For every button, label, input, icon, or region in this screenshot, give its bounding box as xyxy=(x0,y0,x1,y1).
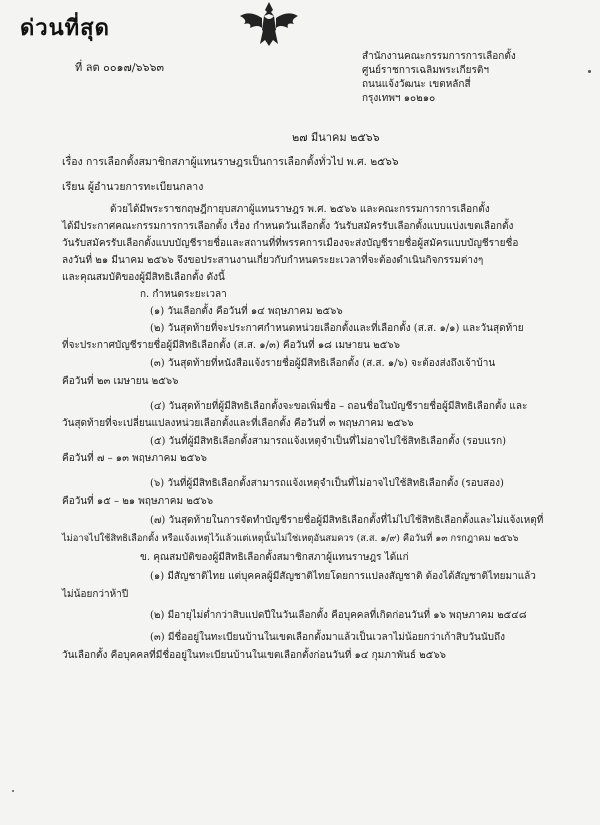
body-line: (๖) วันที่ผู้มีสิทธิเลือกตั้งสามารถแจ้งเหตุจำเป็นที่ไม่อาจไปใช้สิทธิเลือกตั้ง (รอบสอง) xyxy=(150,478,504,489)
body-line: (๓) วันสุดท้ายที่หนังสือแจ้งรายชื่อผู้มีสิทธิเลือกตั้ง (ส.ส. ๑/๖) จะต้องส่งถึงเจ้าบ้าน xyxy=(150,358,496,369)
body-line: (๓) มีชื่ออยู่ในทะเบียนบ้านในเขตเลือกตั้งมาแล้วเป็นเวลาไม่น้อยกว่าเก้าสิบวันนับถึง xyxy=(150,632,505,643)
body-line: คือวันที่ ๑๕ – ๒๑ พฤษภาคม ๒๕๖๖ xyxy=(62,496,214,507)
body-line: ไม่น้อยกว่าห้าปี xyxy=(62,589,129,600)
body-line: (๗) วันสุดท้ายในการจัดทำบัญชีรายชื่อผู้มีสิทธิเลือกตั้งที่ไม่ไปใช้สิทธิเลือกตั้งและไม่แจ้งเหตุที่ xyxy=(150,515,544,526)
document-number: ที่ ลต ๐๐๑๗/๖๖๖๓ xyxy=(75,61,164,74)
office-address-line: กรุงเทพฯ ๑๐๒๑๐ xyxy=(362,93,436,104)
body-line: (๑) วันเลือกตั้ง คือวันที่ ๑๔ พฤษภาคม ๒๕๖๖ xyxy=(150,306,343,317)
body-line: วันรับสมัครรับเลือกตั้งแบบบัญชีรายชื่อและสถานที่ที่พรรคการเมืองจะส่งบัญชีรายชื่อผู้สมัครแบบบัญชีรายชื่อ xyxy=(62,238,519,249)
body-line: วันสุดท้ายที่จะเปลี่ยนแปลงหน่วยเลือกตั้งและที่เลือกตั้ง คือวันที่ ๓ พฤษภาคม ๒๕๖๖ xyxy=(62,418,414,429)
section-heading: ข. คุณสมบัติของผู้มีสิทธิเลือกตั้งสมาชิกสภาผู้แทนราษฎร ได้แก่ xyxy=(140,552,409,563)
office-address-line: ศูนย์ราชการเฉลิมพระเกียรติฯ xyxy=(362,65,489,76)
office-address-line: ถนนแจ้งวัฒนะ เขตหลักสี่ xyxy=(362,79,471,90)
subject-line: เรื่อง การเลือกตั้งสมาชิกสภาผู้แทนราษฎรเป็นการเลือกตั้งทั่วไป พ.ศ. ๒๕๖๖ xyxy=(62,156,399,168)
section-heading: ก. กำหนดระยะเวลา xyxy=(140,289,227,300)
body-line: (๑) มีสัญชาติไทย แต่บุคคลผู้มีสัญชาติไทยโดยการแปลงสัญชาติ ต้องได้สัญชาติไทยมาแล้ว xyxy=(150,571,536,582)
body-line: คือวันที่ ๒๓ เมษายน ๒๕๖๖ xyxy=(62,376,179,387)
scan-speck xyxy=(12,790,14,792)
garuda-emblem-icon xyxy=(238,0,300,48)
body-line: (๒) วันสุดท้ายที่จะประกาศกำหนดหน่วยเลือกตั้งและที่เลือกตั้ง (ส.ส. ๑/๑) และวันสุดท้าย xyxy=(150,323,524,334)
scan-speck xyxy=(588,70,591,73)
recipient-line: เรียน ผู้อำนวยการทะเบียนกลาง xyxy=(62,181,204,193)
body-line: ด้วยได้มีพระราชกฤษฎีกายุบสภาผู้แทนราษฎร พ.ศ. ๒๕๖๖ และคณะกรรมการการเลือกตั้ง xyxy=(110,204,490,215)
body-line: คือวันที่ ๗ – ๑๓ พฤษภาคม ๒๕๖๖ xyxy=(62,453,207,464)
body-line: และคุณสมบัติของผู้มีสิทธิเลือกตั้ง ดังนี้ xyxy=(62,272,225,283)
body-line: ได้มีประกาศคณะกรรมการการเลือกตั้ง เรื่อง กำหนดวันเลือกตั้ง วันรับสมัครรับเลือกตั้งแบบแบ่งเขตเลือกตั้ง xyxy=(62,221,514,232)
urgent-stamp: ด่วนที่สุด xyxy=(20,15,110,41)
office-address-line: สำนักงานคณะกรรมการการเลือกตั้ง xyxy=(362,51,516,62)
body-line: (๒) มีอายุไม่ต่ำกว่าสิบแปดปีในวันเลือกตั้ง คือบุคคลที่เกิดก่อนวันที่ ๑๖ พฤษภาคม ๒๕๔๘ xyxy=(150,610,527,621)
body-line: ลงวันที่ ๒๑ มีนาคม ๒๕๖๖ จึงขอประสานงานเกี่ยวกับกำหนดระยะเวลาที่จะต้องดำเนินกิจกรรมต่างๆ xyxy=(62,255,484,266)
body-line: (๔) วันสุดท้ายที่ผู้มีสิทธิเลือกตั้งจะขอเพิ่มชื่อ – ถอนชื่อในบัญชีรายชื่อผู้มีสิทธิเลือกตั้ง และ xyxy=(150,401,528,412)
document-date: ๒๗ มีนาคม ๒๕๖๖ xyxy=(292,131,380,144)
body-line: (๕) วันที่ผู้มีสิทธิเลือกตั้งสามารถแจ้งเหตุจำเป็นที่ไม่อาจไปใช้สิทธิเลือกตั้ง (รอบแรก) xyxy=(150,436,507,447)
body-line: วันเลือกตั้ง คือบุคคลที่มีชื่ออยู่ในทะเบียนบ้านในเขตเลือกตั้งก่อนวันที่ ๑๔ กุมภาพันธ์ ๒๕๖๖ xyxy=(62,650,447,661)
body-line: ที่จะประกาศบัญชีรายชื่อผู้มีสิทธิเลือกตั้ง (ส.ส. ๑/๓) คือวันที่ ๑๘ เมษายน ๒๕๖๖ xyxy=(62,340,401,351)
body-line: ไม่อาจไปใช้สิทธิเลือกตั้ง หรือแจ้งเหตุไว้แล้วแต่เหตุนั้นไม่ใช่เหตุอันสมควร (ส.ส. ๑/๙) คือวันที่ ๑๓ กรกฎาคม ๒๕๖๖ xyxy=(62,533,519,544)
